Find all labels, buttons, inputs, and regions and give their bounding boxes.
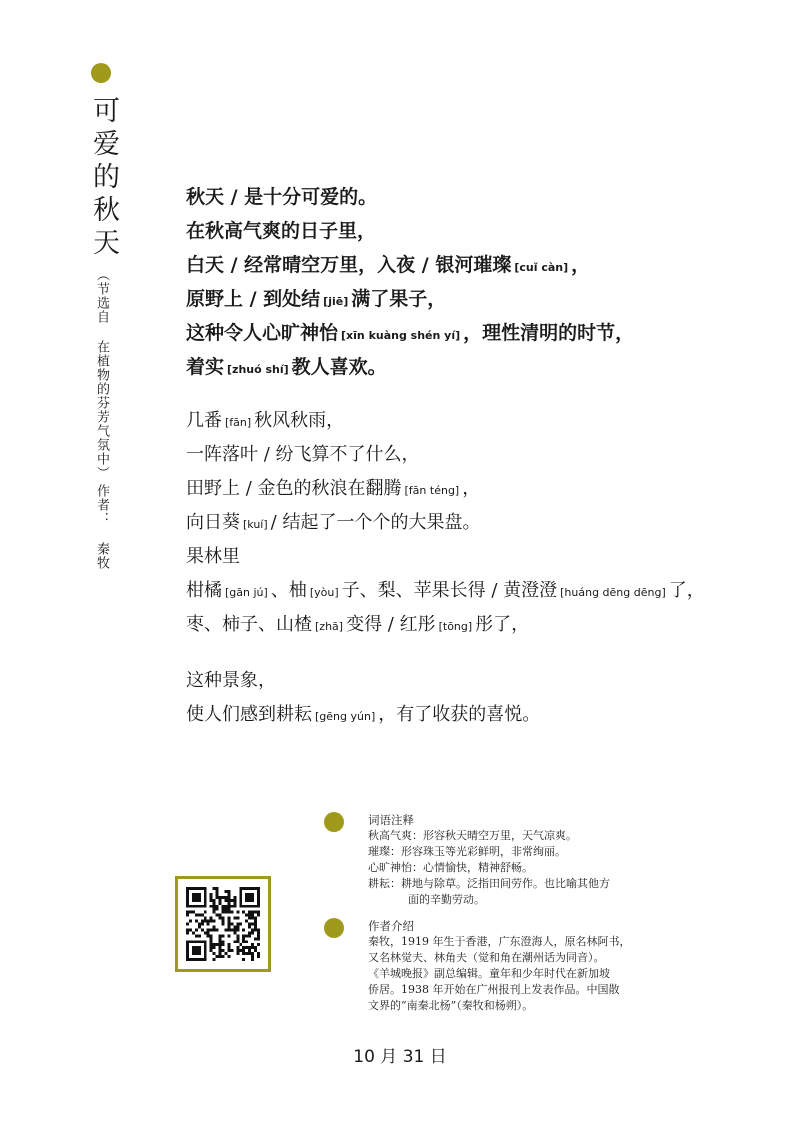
poem-line: 枣、柿子、山楂 [zhā] 变得 / 红彤 [tōng] 彤了， [186, 614, 530, 635]
pinyin-annotation: [kuí] [243, 518, 268, 531]
poem-line: 在秋高气爽的日子里， [186, 220, 377, 242]
pinyin-annotation: [fān] [225, 416, 252, 429]
qr-code-image [186, 887, 260, 961]
glossary-entry: 秋高气爽：形容秋天晴空万里，天气凉爽。 [368, 829, 577, 842]
poem-line: 秋天 / 是十分可爱的。 [186, 186, 378, 208]
poem-stanza-2 [186, 404, 746, 642]
author-info-line: 侨居。1938 年开始在广州报刊上发表作品。中国散 [368, 983, 620, 996]
poem-line: 几番 [fān] 秋风秋雨， [186, 410, 345, 431]
poem-line: 原野上 / 到处结 [jiē] 满了果子， [186, 288, 447, 310]
author-info-line: 《羊城晚报》副总编辑。童年和少年时代在新加坡 [368, 967, 610, 980]
poem-line: 白天 / 经常晴空万里，入夜 / 银河璀璨 [cuǐ càn] ， [186, 254, 591, 276]
pinyin-annotation: [cuǐ càn] [514, 261, 569, 274]
title-bullet-dot [91, 63, 111, 83]
glossary-entry: 璀璨：形容珠玉等光彩鲜明，非常绚丽。 [368, 845, 566, 858]
pinyin-annotation: [huáng dēng dēng] [560, 586, 666, 599]
pinyin-annotation: [gēng yún] [315, 710, 376, 723]
glossary-section [368, 812, 698, 908]
pinyin-annotation: [gān jú] [225, 586, 268, 599]
pinyin-annotation: [zhā] [315, 620, 344, 633]
pinyin-annotation: [zhuó shí] [227, 363, 289, 376]
pinyin-annotation: [fān téng] [404, 484, 460, 497]
author-credit: 作者： 秦牧 [94, 484, 109, 570]
poem-line: 使人们感到耕耘 [gēng yún] ，有了收获的喜悦。 [186, 704, 541, 725]
author-info-line: 又名林觉夫、林角夫（觉和角在潮州话为同音）。 [368, 951, 605, 964]
poem-line: 一阵落叶 / 纷飞算不了什么， [186, 444, 420, 465]
footer-date: 10 月 31 日 [353, 1047, 447, 1067]
poem-line: 这种景象， [186, 670, 276, 691]
pinyin-annotation: [jiē] [323, 295, 349, 308]
author-info-section [368, 918, 698, 1014]
qr-code[interactable] [175, 876, 271, 972]
poem-stanza-3 [186, 664, 746, 732]
pinyin-annotation: [tōng] [438, 620, 473, 633]
author-info-line: 秦牧，1919 年生于香港，广东澄海人，原名林阿书， [368, 935, 631, 948]
author-info-bullet-dot [324, 918, 344, 938]
poem-line: 柑橘 [gān jú] 、柚 [yòu] 子、梨、苹果长得 / 黄澄澄 [huáng dēng dēng] 了， [186, 580, 705, 601]
glossary-entry: 心旷神怡：心情愉快，精神舒畅。 [368, 861, 533, 874]
poem-line: 向日葵 [kuí] / 结起了一个个的大果盘。 [186, 512, 481, 533]
glossary-bullet-dot [324, 812, 344, 832]
poem-line: 果林里 [186, 546, 240, 567]
glossary-entry: 耕耘：耕地与除草。泛指田间劳作。也比喻其他方 [368, 877, 610, 890]
poem-line: 田野上 / 金色的秋浪在翻腾 [fān téng] ， [186, 478, 481, 499]
page-title: 可爱的秋天 [88, 96, 119, 261]
poem-stanza-1 [186, 180, 746, 384]
poem-line: 着实 [zhuó shí] 教人喜欢。 [186, 356, 387, 378]
pinyin-annotation: [yòu] [309, 586, 339, 599]
poem-line: 这种令人心旷神怡 [xīn kuàng shén yí] ，理性清明的时节， [186, 322, 635, 344]
pinyin-annotation: [xīn kuàng shén yí] [341, 329, 461, 342]
author-info-heading: 作者介绍 [368, 919, 414, 933]
glossary-heading: 词语注释 [368, 813, 414, 827]
glossary-entry-continued: 面的辛勤劳动。 [408, 893, 485, 906]
source-note: （节选自 在植物的芬芳气氛中） [94, 268, 109, 480]
author-info-line: 文界的“南秦北杨”（秦牧和杨朔）。 [368, 999, 534, 1012]
